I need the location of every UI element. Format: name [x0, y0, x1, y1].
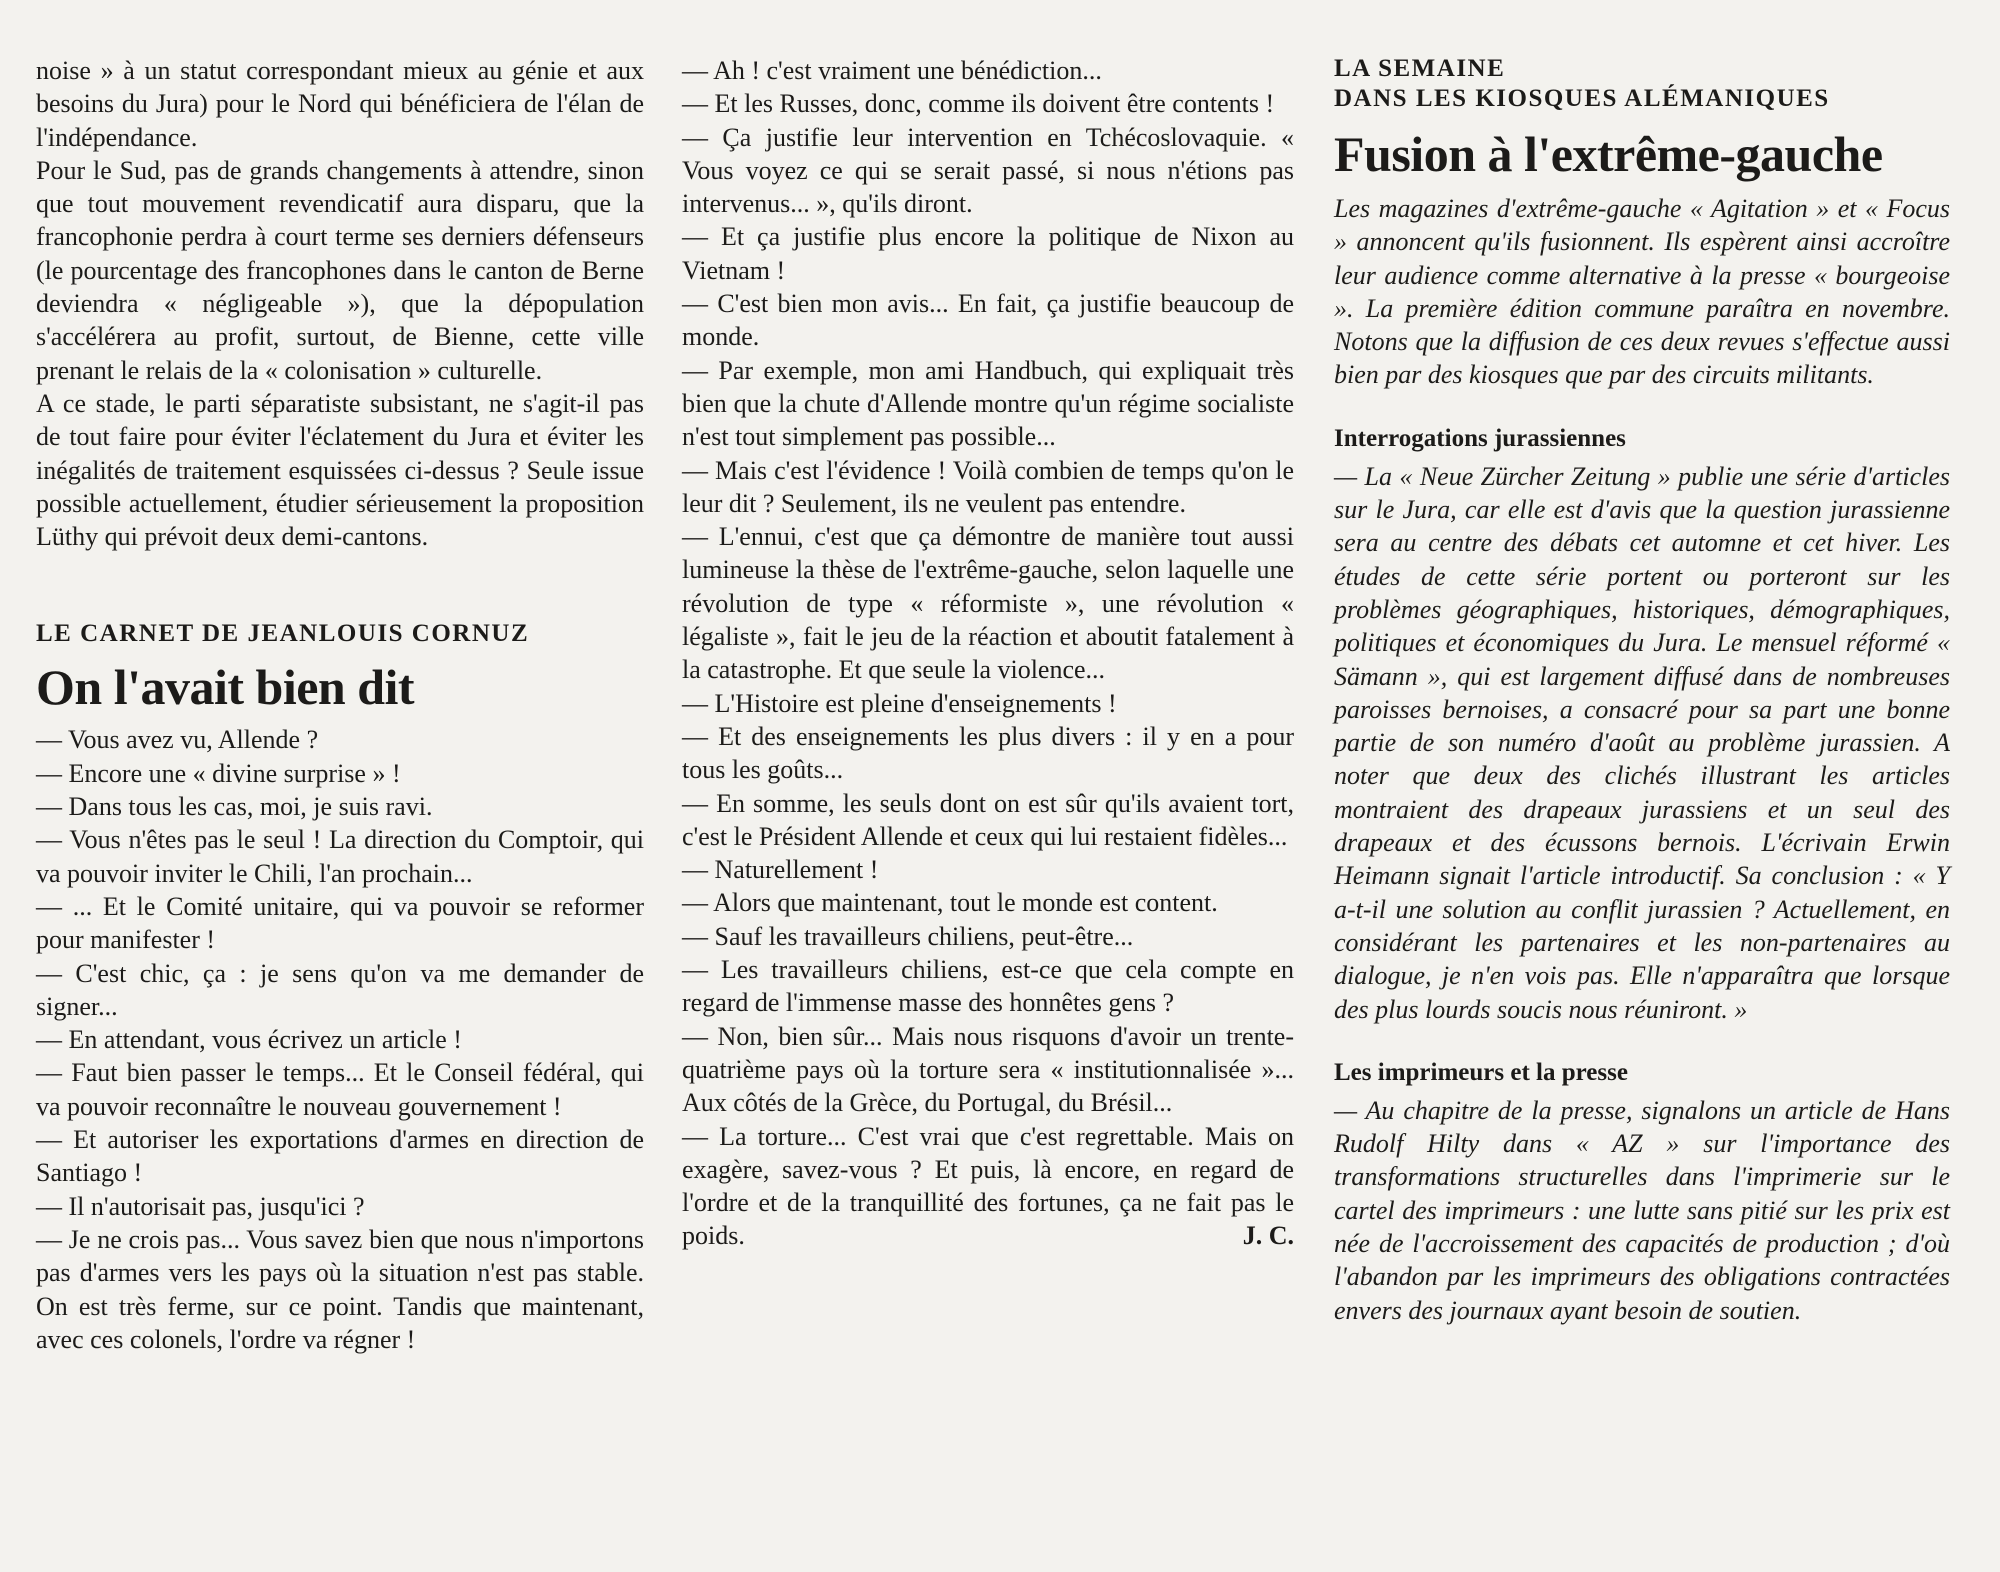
column-left	[36, 54, 644, 1356]
dialogue-line: — Dans tous les cas, moi, je suis ravi.	[36, 792, 433, 822]
dialogue-line: — Faut bien passer le temps... Et le Conseil fédéral, qui va pouvoir reconnaître le nouveau gouvernement !	[36, 1058, 644, 1121]
column-right	[1334, 54, 1950, 1327]
dialogue-line: — C'est chic, ça : je sens qu'on va me demander de signer...	[36, 958, 644, 1021]
dialogue-line: — Vous n'êtes pas le seul ! La direction du Comptoir, qui va pouvoir inviter le Chili, l'an prochain...	[36, 825, 644, 888]
paragraph: A ce stade, le parti séparatiste subsistant, ne s'agit-il pas de tout faire pour éviter l'éclatement du Jura et éviter les inégalités de traitement esquissées ci-dessus ? Seule issue possible actuellement, étudier sérieusement la proposition Lüthy qui prévoit deux demi-cantons.	[36, 388, 644, 552]
dialogue-line: — Ça justifie leur intervention en Tchécoslovaquie. « Vous voyez ce qui se serait passé, si nous n'étions pas intervenus... », qu'ils diront.	[682, 122, 1294, 219]
dialogue-line: — Mais c'est l'évidence ! Voilà combien de temps qu'on le leur dit ? Seulement, ils ne veulent pas entendre.	[682, 455, 1294, 518]
dialogue-line: — En somme, les seuls dont on est sûr qu'ils avaient tort, c'est le Président Allende et ceux qui lui restaient fidèles...	[682, 788, 1294, 851]
dialogue-line: — En attendant, vous écrivez un article !	[36, 1025, 462, 1055]
dialogue-line: — Non, bien sûr... Mais nous risquons d'avoir un trente-quatrième pays où la torture sera « institutionnalisée »... Aux côtés de la Grèce, du Portugal, du Brésil...	[682, 1021, 1294, 1118]
jura-article-continuation	[36, 54, 644, 553]
section-text: — La « Neue Zürcher Zeitung » publie une série d'articles sur le Jura, car elle est d'avis que la question jurassienne sera au centre des débats cet automne et cet hiver. Les études de cette série portent ou porteront sur les problèmes géographiques, historiques, démographiques, politiques et économiques du Jura. Le mensuel réformé « Sämann », qui est largement diffusé dans de nombreuses paroisses bernoises, a consacré pour sa part une bonne partie de son numéro d'août au problème jurassien. A noter que deux des clichés illustrant les articles montraient des drapeaux jurassiens et un seul des drapeaux et des écussons bernois. L'écrivain Erwin Heimann signait l'article introductif. Sa conclusion : « Y a-t-il une solution au conflit jurassien ? Actuellement, en considérant les partenaires et les non-partenaires au dialogue, je n'en vois pas. Elle n'apparaîtra que lorsque des plus lourds soucis nous réuniront. »	[1334, 461, 1950, 1024]
dialogue-line: — Je ne crois pas... Vous savez bien que nous n'importons pas d'armes vers les pays où la situation n'est pas stable. On est très ferme, sur ce point. Tandis que maintenant, avec ces colonels, l'ordre va régner !	[36, 1224, 644, 1354]
dialogue-line: — Naturellement !	[682, 855, 879, 885]
dialogue-line: — Encore une « divine surprise » !	[36, 758, 401, 788]
paragraph: Pour le Sud, pas de grands changements à attendre, sinon que tout mouvement revendicatif aura disparu, que la francophonie perdra à court terme ses derniers défenseurs (le pourcentage des francophones dans le canton de Berne deviendra « négligeable »), que la dépopulation s'accélérera au profit, surtout, de Bienne, cette ville prenant le relais de la « colonisation » culturelle.	[36, 155, 644, 385]
dialogue-line: — Il n'autorisait pas, jusqu'ici ?	[36, 1191, 365, 1221]
article-kicker-line1: LA SEMAINE	[1334, 55, 1506, 82]
dialogue-line: — L'ennui, c'est que ça démontre de manière tout aussi lumineuse la thèse de l'extrême-gauche, selon laquelle une révolution de type « réformiste », une révolution « légaliste », fait le jeu de la réaction et aboutit fatalement à la catastrophe. Et que seule la violence...	[682, 522, 1294, 685]
section-text: — Au chapitre de la presse, signalons un article de Hans Rudolf Hilty dans « AZ » sur l'importance des transformations structurelles dans l'imprimerie sur le cartel des imprimeurs : une lutte sans pitié sur les prix est née de l'accroissement des capacités de production ; d'où l'abandon par les imprimeurs des obligations contractées envers des journaux ayant besoin de soutien.	[1334, 1095, 1950, 1325]
dialogue-line: — Ah ! c'est vraiment une bénédiction...	[682, 56, 1102, 85]
dialogue-line: — ... Et le Comité unitaire, qui va pouvoir se reformer pour manifester !	[36, 891, 644, 955]
dialogue-line: — Et ça justifie plus encore la politique de Nixon au Vietnam !	[682, 222, 1294, 285]
section-title: Interrogations jurassiennes	[1334, 424, 1626, 452]
dialogue-line-last	[682, 1120, 1294, 1253]
dialogue-line: — Vous avez vu, Allende ?	[36, 725, 319, 755]
dialogue-line: — L'Histoire est pleine d'enseignements !	[682, 688, 1117, 718]
cornuz-article	[36, 619, 644, 1356]
article-headline: On l'avait bien dit	[36, 659, 415, 716]
dialogue-line: — Par exemple, mon ami Handbuch, qui expliquait très bien que la chute d'Allende montre qu'un régime socialiste n'est tout simplement pas possible...	[682, 355, 1294, 452]
dialogue-line: — Alors que maintenant, tout le monde est content.	[682, 888, 1218, 918]
section-title: Les imprimeurs et la presse	[1334, 1058, 1628, 1086]
dialogue-line: — Et les Russes, donc, comme ils doivent être contents !	[682, 89, 1275, 119]
dialogue-line: — Les travailleurs chiliens, est-ce que cela compte en regard de l'immense masse des honnêtes gens ?	[682, 955, 1294, 1018]
dialogue-line: — Et des enseignements les plus divers : il y en a pour tous les goûts...	[682, 721, 1294, 785]
article-headline: Fusion à l'extrême-gauche	[1334, 126, 1883, 182]
dialogue-line: — C'est bien mon avis... En fait, ça justifie beaucoup de monde.	[682, 289, 1294, 352]
column-middle	[682, 54, 1294, 1253]
dialogue-line: — Et autoriser les exportations d'armes en direction de Santiago !	[36, 1125, 644, 1188]
paragraph: noise » à un statut correspondant mieux au génie et aux besoins du Jura) pour le Nord qui bénéficiera de l'élan de l'indépendance.	[36, 56, 644, 152]
article-kicker: LE CARNET DE JEANLOUIS CORNUZ	[36, 620, 530, 648]
author-signature: J. C.	[1242, 1221, 1294, 1251]
dialogue-text: — La torture... C'est vrai que c'est regrettable. Mais on exagère, savez-vous ? Et puis, là encore, en regard de l'ordre et de la tranquillité des fortunes, ça ne fait pas le poids.	[682, 1121, 1294, 1251]
article-lead: Les magazines d'extrême-gauche « Agitation » et « Focus » annoncent qu'ils fusionnent. Ils espèrent ainsi accroître leur audience comme alternative à la presse « bourgeoise ». La première édition commune paraîtra en novembre. Notons que la diffusion de ces deux revues s'effectue aussi bien par des kiosques que par des circuits militants.	[1334, 194, 1950, 390]
dialogue-line: — Sauf les travailleurs chiliens, peut-être...	[682, 921, 1134, 951]
article-kicker-line2: DANS LES KIOSQUES ALÉMANIQUES	[1334, 85, 1830, 112]
